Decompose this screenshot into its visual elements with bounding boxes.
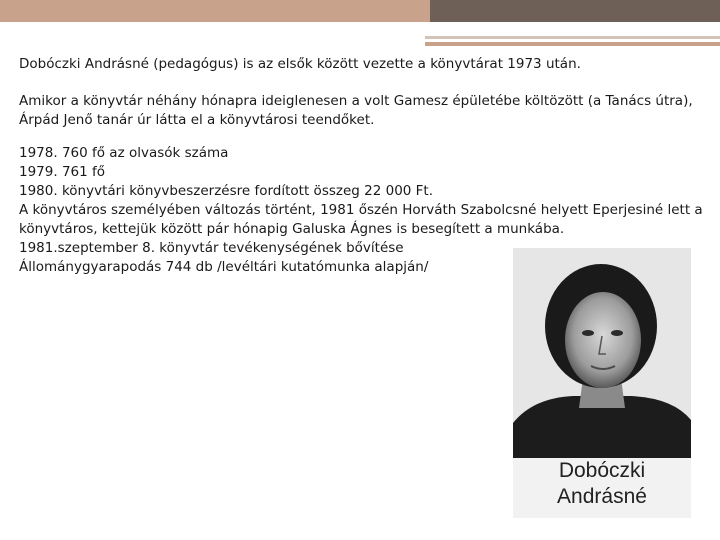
header-rule-light [425, 36, 720, 39]
line-1980: 1980. könyvtári könyvbeszerzésre fordított összeg 22 000 Ft. [19, 183, 434, 199]
line-acquisition: Állománygyarapodás 744 db /levéltári kutatómunka alapján/ [19, 259, 429, 275]
header-rule-accent [425, 42, 720, 46]
header-bar-accent [430, 0, 720, 22]
portrait-photo [513, 248, 691, 518]
line-1979: 1979. 761 fő [19, 164, 106, 180]
slide-body [19, 55, 714, 277]
portrait-image [513, 248, 691, 458]
paragraph-relocation: Amikor a könyvtár néhány hónapra ideiglenesen a volt Gamesz épületébe költözött (a Tanács útra), Árpád Jenő tanár úr látta el a könyvtárosi teendőket. [19, 93, 693, 128]
portrait-caption-line2: Andrásné [557, 485, 647, 508]
paragraph-staff-change: A könyvtáros személyében változás történt, 1981 őszén Horváth Szabolcsné helyett Eperjesiné lett a könyvtáros, kettejük között pár hónapig Galuska Ágnes is besegített a munkába. [19, 202, 703, 237]
paragraph-intro: Dobóczki Andrásné (pedagógus) is az elsők között vezette a könyvtárat 1973 után. [19, 56, 581, 72]
portrait-caption-line1: Dobóczki [558, 459, 646, 482]
portrait-caption [513, 458, 691, 510]
line-1981-expansion: 1981.szeptember 8. könyvtár tevékenységének bővítése [19, 240, 404, 256]
line-1978: 1978. 760 fő az olvasók száma [19, 145, 229, 161]
